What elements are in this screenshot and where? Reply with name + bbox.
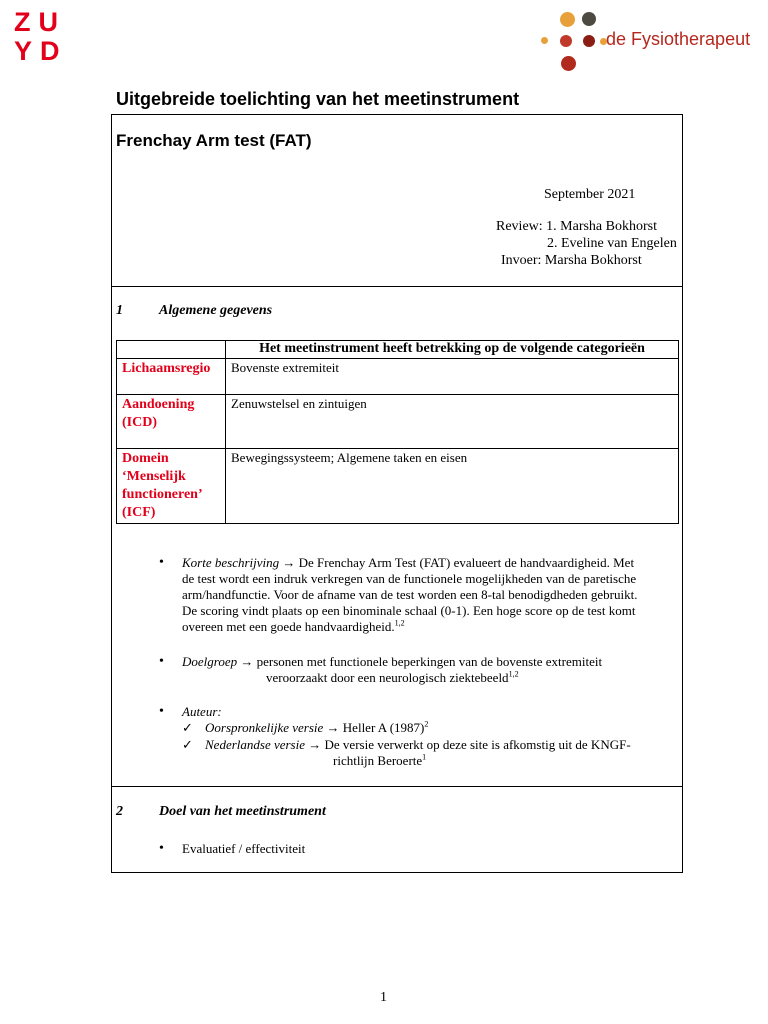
row-label-lichaamsregio: Lichaamsregio bbox=[117, 359, 226, 395]
doelgroep-sup: 1,2 bbox=[508, 669, 519, 679]
doelgroep bbox=[182, 654, 602, 670]
ned-line-1: De versie verwerkt op deze site is afkomstig uit de KNGF- bbox=[324, 737, 631, 752]
table-header-empty bbox=[117, 341, 226, 359]
category-table bbox=[116, 340, 679, 524]
check-icon: ✓ bbox=[182, 720, 193, 735]
section-2-title: Doel van het meetinstrument bbox=[159, 804, 326, 819]
section-1-number: 1 bbox=[116, 303, 123, 318]
section-2-number: 2 bbox=[116, 804, 123, 819]
doelgroep-label: Doelgroep bbox=[182, 654, 238, 669]
check-icon: ✓ bbox=[182, 737, 193, 752]
fysio-logo-text: de Fysiotherapeut bbox=[606, 29, 751, 49]
korte-sup: 1,2 bbox=[394, 618, 405, 628]
table-row bbox=[117, 449, 679, 524]
arrow-icon: → bbox=[326, 720, 340, 735]
table-header-row bbox=[117, 341, 679, 359]
zuyd-logo-line-1: ZU bbox=[14, 7, 66, 37]
doel-bullet: Evaluatief / effectiviteit bbox=[182, 841, 306, 856]
auteur-label bbox=[182, 704, 222, 720]
test-title: Frenchay Arm test (FAT) bbox=[116, 131, 312, 150]
divider-1 bbox=[111, 286, 683, 287]
orig-label: Oorspronkelijke versie bbox=[205, 720, 324, 735]
divider-2 bbox=[111, 786, 683, 787]
row-label-domein: Domein ‘Menselijk functioneren’ (ICF) bbox=[117, 449, 226, 524]
doelgroep-line-2-wrap bbox=[266, 670, 519, 686]
bullet-icon: • bbox=[159, 841, 164, 856]
korte-line-2: de test wordt een indruk verkregen van de functionele mogelijkheden van de paretische bbox=[182, 571, 637, 586]
doelgroep-line-2: veroorzaakt door een neurologisch ziektebeeld bbox=[266, 670, 509, 685]
orig-sup: 2 bbox=[424, 719, 429, 729]
ned-label: Nederlandse versie bbox=[205, 737, 306, 752]
page-title: Uitgebreide toelichting van het meetinstrument bbox=[116, 89, 520, 109]
date-text: September 2021 bbox=[544, 187, 636, 202]
row-value-lichaamsregio: Bovenste extremiteit bbox=[226, 359, 679, 395]
korte-line-5: overeen met een goede handvaardigheid. bbox=[182, 619, 395, 634]
korte-label: Korte beschrijving bbox=[182, 555, 280, 570]
orig-text: Heller A (1987) bbox=[342, 720, 425, 735]
ned-line-2-wrap bbox=[333, 753, 426, 769]
korte-line-4: De scoring vindt plaats op een binominale schaal (0-1). Een hoge score op de test komt bbox=[182, 603, 636, 618]
ned-sup: 1 bbox=[422, 752, 427, 762]
oorspronkelijke-versie bbox=[205, 720, 428, 736]
ned-line-2: richtlijn Beroerte bbox=[333, 753, 423, 768]
review-2-text: 2. Eveline van Engelen bbox=[547, 236, 677, 251]
row-value-aandoening: Zenuwstelsel en zintuigen bbox=[226, 395, 679, 449]
arrow-icon: → bbox=[308, 737, 322, 752]
korte-line-3: arm/handfunctie. Voor de afname van de test worden een 8-tal benodigdheden gebruikt. bbox=[182, 587, 638, 602]
auteur-label-text: Auteur: bbox=[182, 704, 222, 719]
bullet-icon: • bbox=[159, 704, 164, 719]
zuyd-logo bbox=[14, 8, 66, 66]
korte-line-1: De Frenchay Arm Test (FAT) evalueert de handvaardigheid. Met bbox=[298, 555, 635, 570]
section-1-title: Algemene gegevens bbox=[159, 303, 273, 318]
arrow-icon: → bbox=[240, 654, 254, 669]
table-row bbox=[117, 395, 679, 449]
zuyd-logo-line-2: YD bbox=[14, 36, 68, 66]
doelgroep-line-1: personen met functionele beperkingen van de bovenste extremiteit bbox=[256, 654, 603, 669]
table-row bbox=[117, 359, 679, 395]
review-1-text: Review: 1. Marsha Bokhorst bbox=[496, 219, 657, 234]
bullet-icon: • bbox=[159, 654, 164, 669]
bullet-icon: • bbox=[159, 555, 164, 570]
nederlandse-versie bbox=[205, 737, 631, 753]
fysio-logo-dots-icon bbox=[540, 10, 610, 76]
korte-beschrijving bbox=[182, 555, 637, 635]
table-header: Het meetinstrument heeft betrekking op de volgende categorieën bbox=[226, 341, 679, 359]
row-label-aandoening: Aandoening (ICD) bbox=[117, 395, 226, 449]
row-value-domein: Bewegingssysteem; Algemene taken en eisen bbox=[226, 449, 679, 524]
invoer-text: Invoer: Marsha Bokhorst bbox=[501, 253, 642, 268]
page-number: 1 bbox=[380, 990, 387, 1005]
arrow-icon: → bbox=[282, 555, 296, 570]
